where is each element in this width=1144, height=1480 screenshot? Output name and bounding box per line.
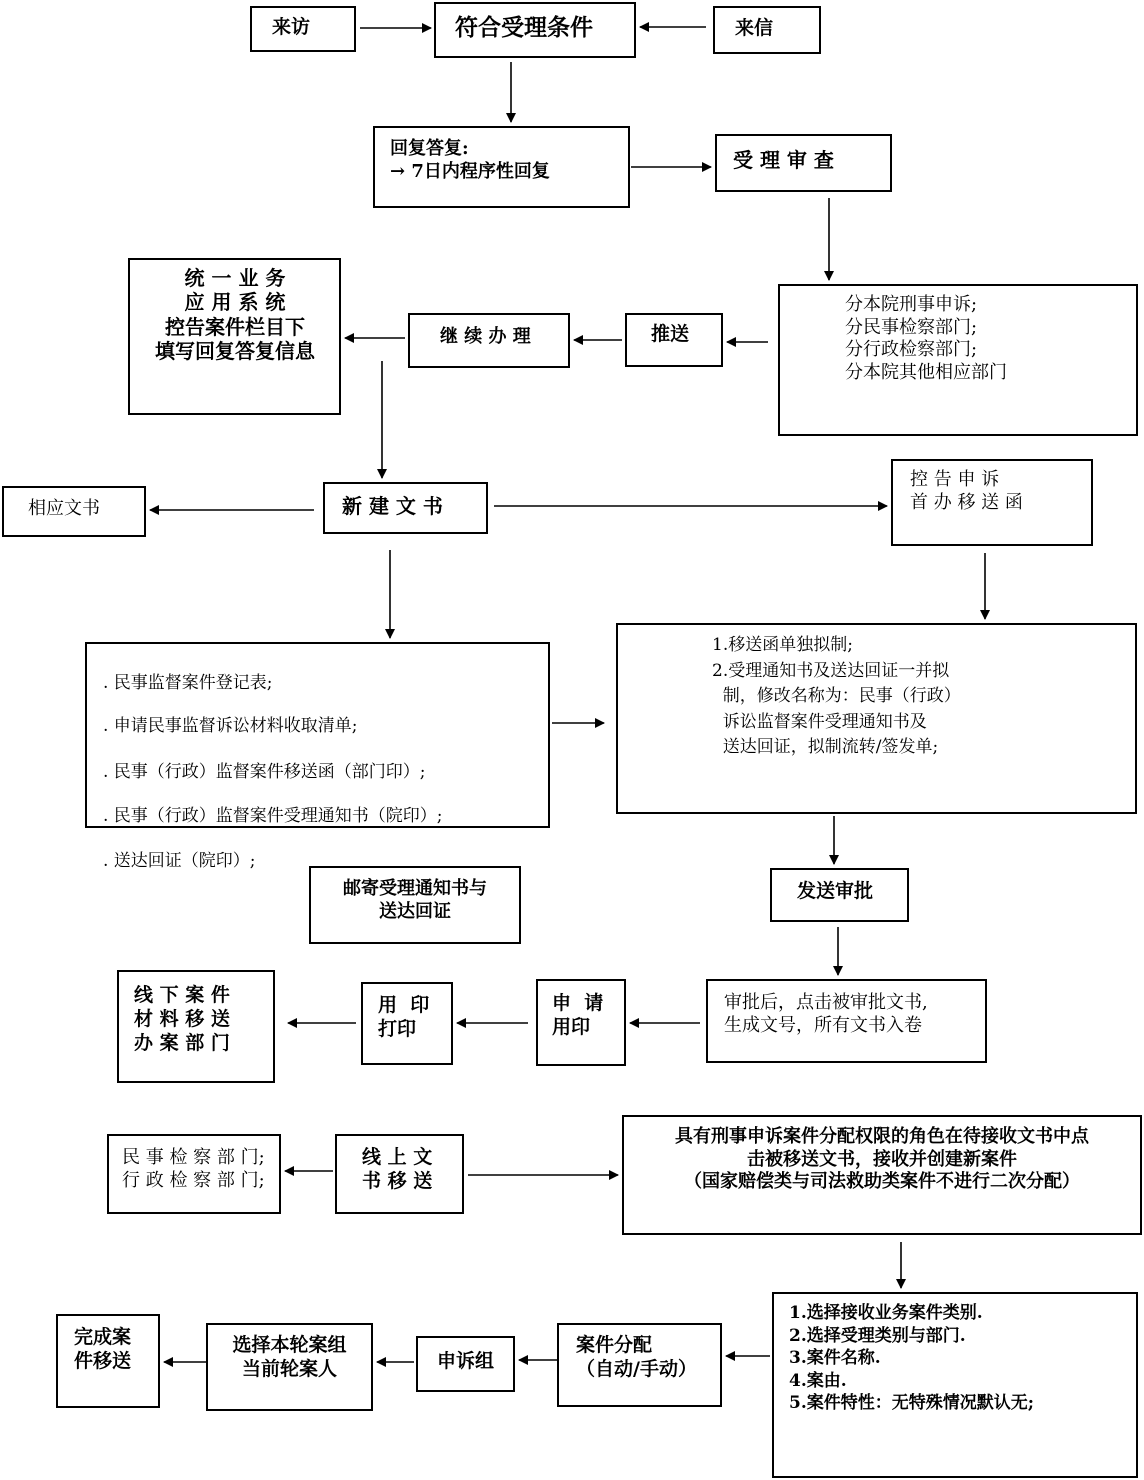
complete-label: 完成案 件移送 xyxy=(74,1326,132,1372)
push-label: 推送 xyxy=(651,323,690,345)
online-label: 线 上 文 书 移 送 xyxy=(362,1146,433,1192)
continue-label: 继 续 办 理 xyxy=(440,326,531,347)
system-label: 统 一 业 务 应 用 系 统 控告案件栏目下 填写回复答复信息 xyxy=(155,266,315,364)
review-label: 受 理 审 查 xyxy=(733,148,834,172)
civil-admin-label: 民 事 检 察 部 门; 行 政 检 察 部 门; xyxy=(122,1147,265,1191)
mail-label: 邮寄受理通知书与 送达回证 xyxy=(343,878,487,922)
apply-seal-label: 申 请 用印 xyxy=(552,992,604,1038)
send-approval-label: 发送审批 xyxy=(797,880,874,902)
print-seal-label: 用 印 打印 xyxy=(378,994,430,1040)
transfer-letter-label: 控 告 申 诉 首 办 移 送 函 xyxy=(910,469,1023,513)
allocation-label: 案件分配 （自动/手动） xyxy=(576,1334,697,1380)
civil-list-item-1: . 民事监督案件登记表; xyxy=(103,673,273,693)
civil-list-item-4: . 民事（行政）监督案件受理通知书（院印）; xyxy=(103,806,443,826)
offline-label: 线 下 案 件 材 料 移 送 办 案 部 门 xyxy=(134,984,230,1054)
new-doc-label: 新 建 文 书 xyxy=(342,494,443,518)
civil-list-item-5: . 送达回证（院印）; xyxy=(103,851,256,871)
after-approval-label: 审批后，点击被审批文书, 生成文号，所有文书入卷 xyxy=(724,992,928,1036)
letter-label: 来信 xyxy=(735,17,774,39)
depts-label: 分本院刑事申诉; 分民事检察部门; 分行政检察部门; 分本院其他相应部门 xyxy=(845,294,1007,383)
civil-list-item-3: . 民事（行政）监督案件移送函（部门印）; xyxy=(103,762,426,782)
civil-list-item-2: . 申请民事监督诉讼材料收取清单; xyxy=(103,716,358,736)
role-label: 具有刑事申诉案件分配权限的角色在待接收文书中点 击被移送文书，接收并创建新案件 （国家赔偿类与司法救助类案件不进行二次分配） xyxy=(675,1126,1089,1192)
criteria-label: 符合受理条件 xyxy=(455,14,593,41)
visit-label: 来访 xyxy=(272,16,311,38)
reply-label: 回复答复: → 7日内程序性回复 xyxy=(390,138,550,182)
corr-doc-label: 相应文书 xyxy=(28,498,100,519)
select-person-label: 选择本轮案组 当前轮案人 xyxy=(232,1334,347,1380)
drafting-label: 1.移送函单独拟制; 2.受理通知书及送达回证一并拟 制，修改名称为：民事（行政） 诉讼监督案件受理通知书及 送达回证，拟制流转/签发单; xyxy=(712,635,961,757)
appeal-group-label: 申诉组 xyxy=(437,1350,495,1372)
steps-label: 1.选择接收业务案件类别. 2.选择受理类别与部门. 3.案件名称. 4.案由. 5.案件特性：无特殊情况默认无; xyxy=(789,1303,1035,1414)
